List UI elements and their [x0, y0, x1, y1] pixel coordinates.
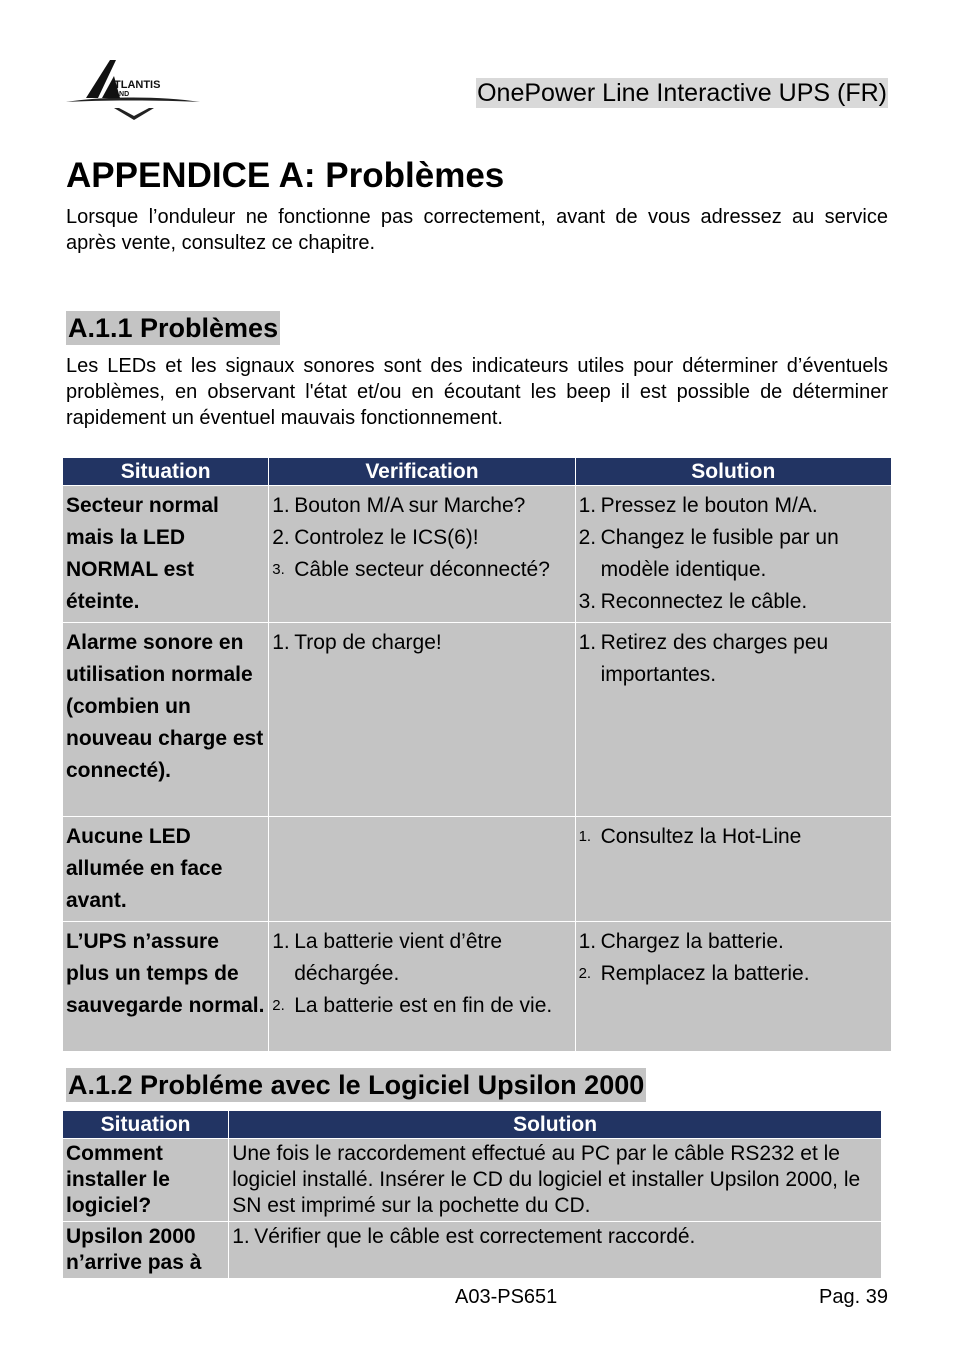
list-item: 3. Câble secteur déconnecté?: [272, 558, 550, 581]
situation-cell: Aucune LED allumée en face avant.: [63, 817, 269, 922]
table-row: [63, 623, 892, 817]
column-header-solution: Solution: [575, 458, 891, 486]
list-item: 1. La batterie vient d’être déchargée.: [272, 930, 503, 985]
table-row: [63, 1222, 882, 1279]
list-item: 1. Trop de charge!: [272, 631, 442, 654]
table-row: [63, 922, 892, 1052]
situation-cell: Alarme sonore en utilisation normale (combien un nouveau charge est connecté).: [63, 623, 269, 817]
verification-cell: [269, 623, 575, 817]
solution-cell: Une fois le raccordement effectué au PC par le câble RS232 et le logiciel installé. Insérer le CD du logiciel et installer Upsilon 2000, le SN est imprimé sur la pochette du CD.: [229, 1139, 882, 1222]
list-item: 2. Changez le fusible par un modèle identique.: [578, 526, 839, 581]
section1-heading: A.1.1 Problèmes: [68, 313, 279, 343]
situation-cell: Upsilon 2000 n’arrive pas à: [63, 1222, 229, 1279]
solution-cell: [229, 1222, 882, 1279]
verification-cell: [269, 922, 575, 1052]
situation-cell: Comment installer le logiciel?: [63, 1139, 229, 1222]
list-item: 1. Pressez le bouton M/A.: [578, 494, 818, 517]
list-item: 1. Consultez la Hot-Line: [578, 825, 802, 848]
atlantis-land-logo: [64, 58, 202, 120]
svg-text:TLANTIS: TLANTIS: [114, 79, 161, 91]
list-item: 2. Controlez le ICS(6)!: [272, 526, 479, 549]
table-row: [63, 486, 892, 623]
list-item: 1. Chargez la batterie.: [578, 930, 784, 953]
page-number: Pag. 39: [819, 1286, 888, 1308]
problems-table: [62, 457, 892, 1052]
table-row: [63, 817, 892, 922]
column-header-solution: Solution: [229, 1111, 882, 1139]
page-title: APPENDICE A: Problèmes: [66, 156, 505, 195]
list-item: 1. Vérifier que le câble est correctement raccordé.: [232, 1225, 696, 1248]
list-item: 1. Bouton M/A sur Marche?: [272, 494, 526, 517]
list-item: 3. Reconnectez le câble.: [578, 590, 808, 613]
situation-cell: L’UPS n’assure plus un temps de sauvegarde normal.: [63, 922, 269, 1052]
solution-cell: [575, 922, 891, 1052]
solution-cell: [575, 623, 891, 817]
list-item: 1. Retirez des charges peu importantes.: [578, 631, 829, 686]
section2-heading: A.1.2 Probléme avec le Logiciel Upsilon 2000: [68, 1070, 645, 1100]
situation-cell: Secteur normal mais la LED NORMAL est éteinte.: [63, 486, 269, 623]
verification-cell: [269, 486, 575, 623]
table-row: [63, 1139, 882, 1222]
solution-cell: [575, 486, 891, 623]
verification-cell: [269, 817, 575, 922]
list-item: 2. La batterie est en fin de vie.: [272, 994, 553, 1017]
document-code: A03-PS651: [455, 1286, 558, 1308]
software-problems-table: [62, 1110, 882, 1279]
solution-cell: [575, 817, 891, 922]
section1-description: Les LEDs et les signaux sonores sont des indicateurs utiles pour déterminer d’éventuels problèmes, en observant l'état et/ou en écoutant les beep il est possible de déterminer rapidement un éventuel mauvais fonctionnement.: [66, 355, 888, 429]
svg-text:AND: AND: [114, 91, 130, 98]
product-title: OnePower Line Interactive UPS (FR): [477, 79, 887, 107]
column-header-situation: Situation: [63, 458, 269, 486]
column-header-situation: Situation: [63, 1111, 229, 1139]
list-item: 2. Remplacez la batterie.: [578, 962, 810, 985]
column-header-verification: Verification: [269, 458, 575, 486]
intro-paragraph: Lorsque l’onduleur ne fonctionne pas correctement, avant de vous adressez au service après vente, consultez ce chapitre.: [66, 206, 888, 254]
